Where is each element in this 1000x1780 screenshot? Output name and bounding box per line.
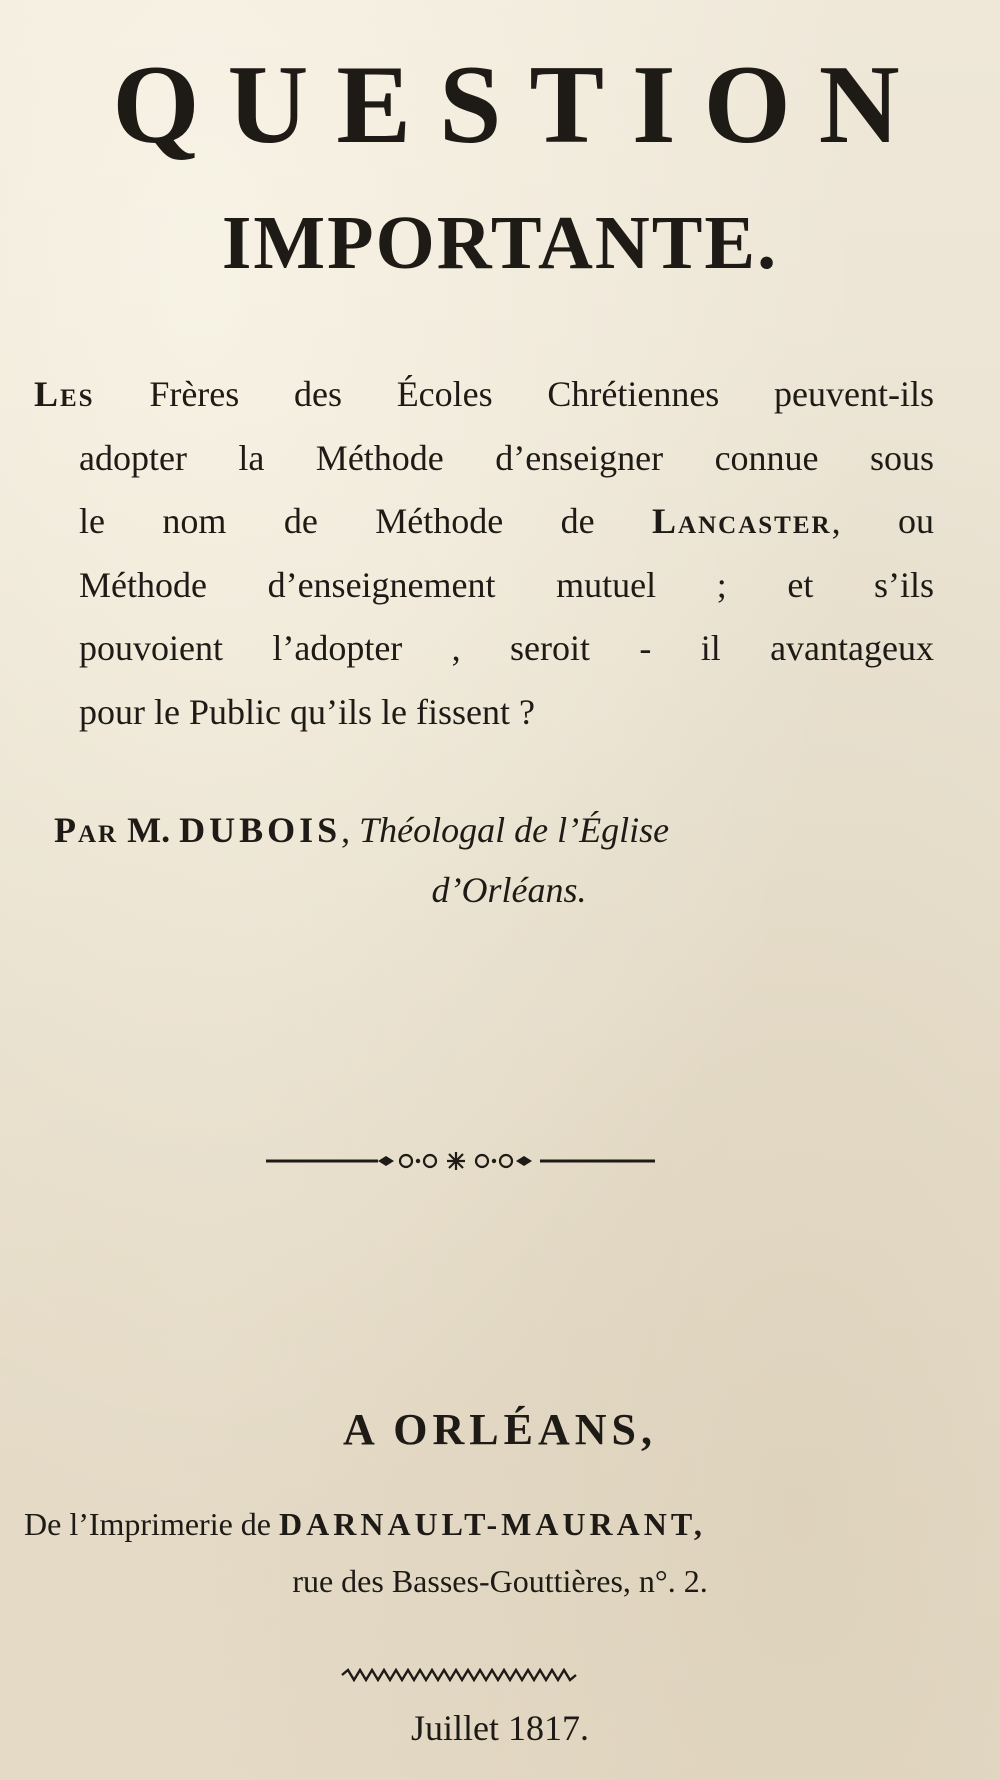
title-line-1: QUESTION <box>112 43 928 167</box>
question-paragraph <box>34 363 934 744</box>
author-role: Théologal de l’Église <box>359 810 670 850</box>
question-line-2: adopter la Méthode d’enseigner connue sous <box>79 437 934 478</box>
wavy-rule <box>340 1668 580 1682</box>
question-line-3 <box>34 490 934 554</box>
question-line-5: pouvoient l’adopter , seroit - il avantageux <box>79 628 934 668</box>
imprint-place: A ORLÉANS, <box>342 1405 658 1454</box>
question-line-3-end: , ou <box>831 501 934 541</box>
author-prefix: Par <box>54 810 119 850</box>
author-title: M. <box>127 810 171 850</box>
question-line-1 <box>34 363 934 427</box>
ornament-divider <box>260 1150 660 1172</box>
question-line-3-start: le nom de Méthode de <box>79 501 595 541</box>
imprint-date: Juillet 1817. <box>411 1708 589 1748</box>
title-line-2: IMPORTANTE. <box>221 201 779 285</box>
author-line <box>54 800 934 920</box>
lancaster-name: Lancaster <box>652 501 832 541</box>
author-comma: , <box>341 810 351 850</box>
imprint-address: rue des Basses-Gouttières, n°. 2. <box>292 1563 708 1599</box>
printer-prefix: De l’Imprimerie de <box>24 1506 271 1542</box>
question-line-1-text: Frères des Écoles Chrétiennes peuvent-ils <box>149 374 934 414</box>
imprint-printer <box>24 1498 924 1550</box>
question-lead: Les <box>34 374 95 414</box>
question-line-4: Méthode d’enseignement mutuel ; et s’ils <box>79 564 934 605</box>
author-line-1 <box>54 800 934 860</box>
author-name: DUBOIS <box>179 810 342 850</box>
printer-name: DARNAULT-MAURANT, <box>279 1506 706 1542</box>
question-line-6: pour le Public qu’ils le fissent ? <box>79 691 535 732</box>
author-role-continued: d’Orléans. <box>431 870 587 910</box>
